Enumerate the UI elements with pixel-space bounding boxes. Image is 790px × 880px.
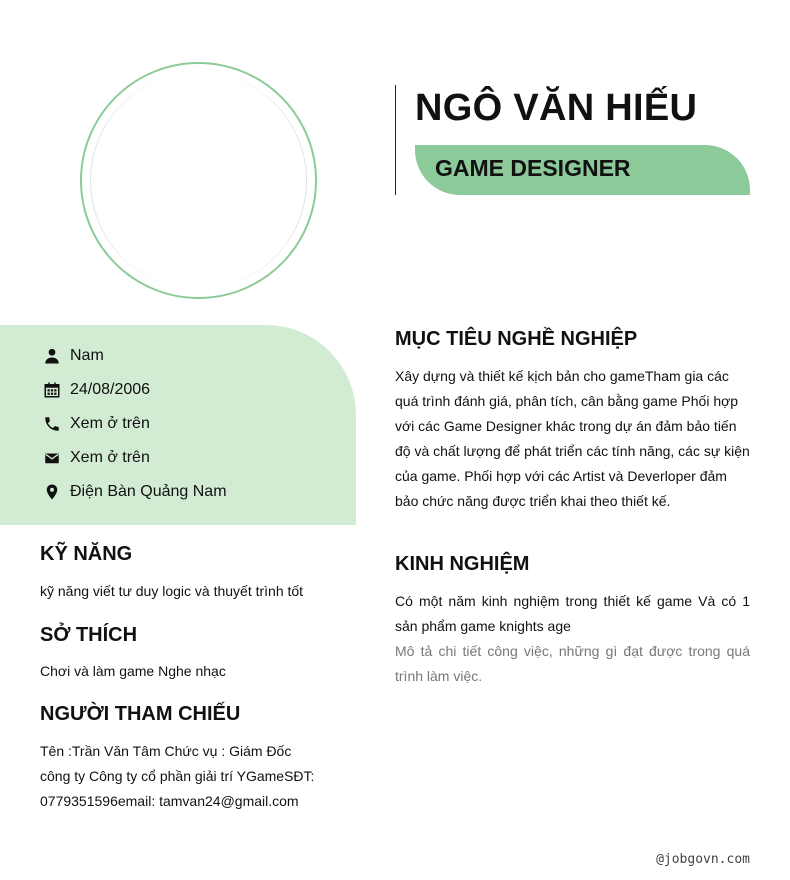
watermark: @jobgovn.com (656, 852, 750, 867)
contact-gender (42, 344, 104, 368)
contact-phone-text: Xem ở trên (70, 415, 150, 432)
contact-address-text: Điện Bàn Quảng Nam (70, 483, 227, 500)
references-text: Tên :Trần Văn Tâm Chức vụ : Giám Đốc công ty Công ty cổ phần giải trí YGameSĐT: 0779351596email: tamvan24@gmail.com (40, 743, 315, 809)
references-title: NGƯỜI THAM CHIẾU (40, 703, 241, 725)
objective-title: MỤC TIÊU NGHỀ NGHIỆP (395, 328, 638, 350)
header-divider (395, 85, 396, 195)
header (395, 85, 750, 195)
experience-placeholder: Mô tả chi tiết công việc, những gì đạt được trong quá trình làm việc. (395, 643, 750, 684)
role-title: GAME DESIGNER (435, 155, 631, 181)
contact-email-text: Xem ở trên (70, 449, 150, 466)
contact-panel (0, 325, 356, 525)
hobbies-title: SỞ THÍCH (40, 624, 138, 646)
contact-birthdate-text: 24/08/2006 (70, 381, 151, 398)
contact-birthdate (42, 378, 150, 402)
contact-phone (42, 412, 150, 436)
candidate-name: NGÔ VĂN HIẾU (415, 87, 698, 129)
skills-title: KỸ NĂNG (40, 543, 133, 565)
mail-icon (42, 448, 62, 468)
objective-text: Xây dựng và thiết kế kịch bản cho gameTham gia các quá trình đánh giá, phân tích, cân bằng game Phối hợp với các Game Designer khác trong dự án đảm bảo tiến độ và chất lượng để phát triển các tính năng, các sự kiện của game. Phối hợp với các Artist và Deverloper đảm bảo chức năng được triển khai theo thiết kế. (395, 368, 750, 509)
calendar-icon (42, 380, 62, 400)
contact-gender-text: Nam (70, 347, 104, 364)
experience-text: Có một năm kinh nghiệm trong thiết kế game Và có 1 sản phẩm game knights age (395, 593, 750, 634)
person-icon (42, 346, 62, 366)
avatar-frame (80, 62, 317, 299)
contact-address (42, 480, 227, 504)
role-badge (415, 145, 750, 195)
avatar (90, 72, 307, 289)
hobbies-text: Chơi và làm game Nghe nhạc (40, 663, 226, 679)
experience-title: KINH NGHIỆM (395, 553, 530, 575)
location-pin-icon (42, 482, 62, 502)
contact-email (42, 446, 150, 470)
phone-icon (42, 414, 62, 434)
skills-text: kỹ năng viết tư duy logic và thuyết trình tốt (40, 583, 304, 599)
